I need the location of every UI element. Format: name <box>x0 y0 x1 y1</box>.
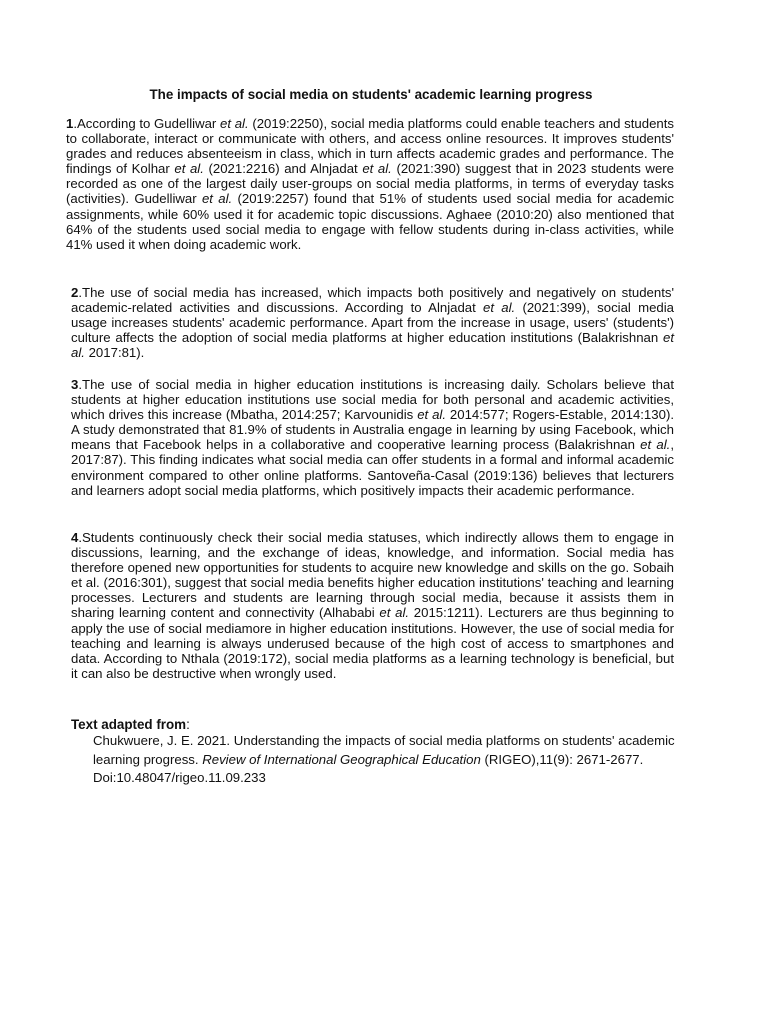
italic-text: et al. <box>379 605 410 621</box>
italic-text: et al. <box>71 330 674 361</box>
paragraph-number: 2 <box>71 285 79 300</box>
paragraph-body <box>71 377 674 498</box>
text-run: .The use of social media in higher education institutions is increasing daily. Scholars believe that students at higher education institutions use social media for both personal and academic activities, which drives this increase (Mbatha, 2014:257; Karvounidis <box>71 377 674 423</box>
text-run: , 2017:87). This finding indicates what social media can offer students in a formal and informal academic environment compared to other online platforms. Santoveña-Casal (2019:136) believes that lecturers and learners adopt social media platforms, which positively impacts their academic performance. <box>71 437 674 498</box>
italic-text: et al. <box>417 407 447 423</box>
paragraph-3 <box>71 377 674 498</box>
paragraph-body <box>71 530 674 681</box>
paragraph-body <box>66 116 674 252</box>
paragraph-number: 3 <box>71 377 79 392</box>
source-heading-colon: : <box>186 717 190 732</box>
text-run: 2014:577; Rogers-Estable, 2014:130). A study demonstrated that 81.9% of students in Australia engage in learning by using Facebook, which means that Facebook helps in a collaborative and cooperative learning process (Balakrishnan <box>71 407 674 453</box>
document-title: The impacts of social media on students' academic learning progress <box>149 87 593 102</box>
text-run: .The use of social media has increased, which impacts both positively and negatively on students' academic-related activities and discussions. According to Alnjadat <box>71 285 674 316</box>
text-run: Chukwuere, J. E. 2021. Understanding the impacts of social media platforms on students' academic learning progress. <box>93 733 675 767</box>
text-run: (2021:2216) and Alnjadat <box>203 161 363 177</box>
text-run: .Students continuously check their social media statuses, which indirectly allows them to engage in discussions, learning, and the exchange of ideas, knowledge, and information. Social media has therefore opened new opportunities for students to acquire new knowledge and skills on the go. Sobaih et al. (2016:301), suggest that social media benefits higher education institutions' teaching and learning processes. Lecturers and students are learning through social media, because it assists them in sharing learning content and connectivity (Alhababi <box>71 530 674 621</box>
italic-text: et al. <box>640 437 671 453</box>
paragraph-number: 1 <box>66 116 74 131</box>
text-run: (2021:399), social media usage increases students' academic performance. Apart from the increase in usage, users' (students') culture affects the adoption of social media platforms at higher education institutions (Balakrishnan <box>71 300 675 346</box>
italic-text: et al. <box>362 161 392 177</box>
text-run: 2017:81). <box>84 345 145 361</box>
paragraph-2 <box>71 285 674 360</box>
text-run: (RIGEO),11(9): 2671-2677. Doi:10.48047/rigeo.11.09.233 <box>93 751 644 785</box>
italic-text: et al. <box>483 300 516 316</box>
paragraph-number: 4 <box>71 530 79 545</box>
source-heading-label: Text adapted from <box>71 717 187 732</box>
italic-text: et al. <box>220 116 249 131</box>
italic-text: Review of International Geographical Education <box>202 751 481 767</box>
source-heading <box>71 716 190 733</box>
text-run: 2015:1211). Lecturers are thus beginning to apply the use of social mediamore in higher education institutions. However, the use of social media for teaching and learning is always underused because of the high cost of access to smartphones and data. According to Nthala (2019:172), social media platforms as a learning technology is beneficial, but it can also be destructive when wrongly used. <box>71 605 674 681</box>
text-run: (2019:2250), social media platforms could enable teachers and students to collaborate, interact or communicate with others, and access online resources. It improves students' grades and reduces absenteeism in class, which in turn affects academic grades and performance. The findings of Kolhar <box>66 116 675 177</box>
italic-text: et al. <box>174 161 204 177</box>
text-run: .According to Gudelliwar <box>73 116 221 131</box>
paragraph-body <box>71 285 674 360</box>
paragraph-4 <box>71 530 674 681</box>
italic-text: et al. <box>201 191 233 207</box>
text-run: (2019:2257) found that 51% of students used social media for academic assignments, while 60% used it for academic topic discussions. Aghaee (2010:20) also mentioned that 64% of the students used social media to engage with fellow students during in-class activities, while 41% used it when doing academic work. <box>66 191 674 252</box>
paragraph-1 <box>66 116 674 252</box>
source-reference <box>93 732 683 788</box>
text-run: (2021:390) suggest that in 2023 students were recorded as one of the largest daily user-groups on social media platforms, in terms of everyday tasks (activities). Gudelliwar <box>66 161 675 207</box>
